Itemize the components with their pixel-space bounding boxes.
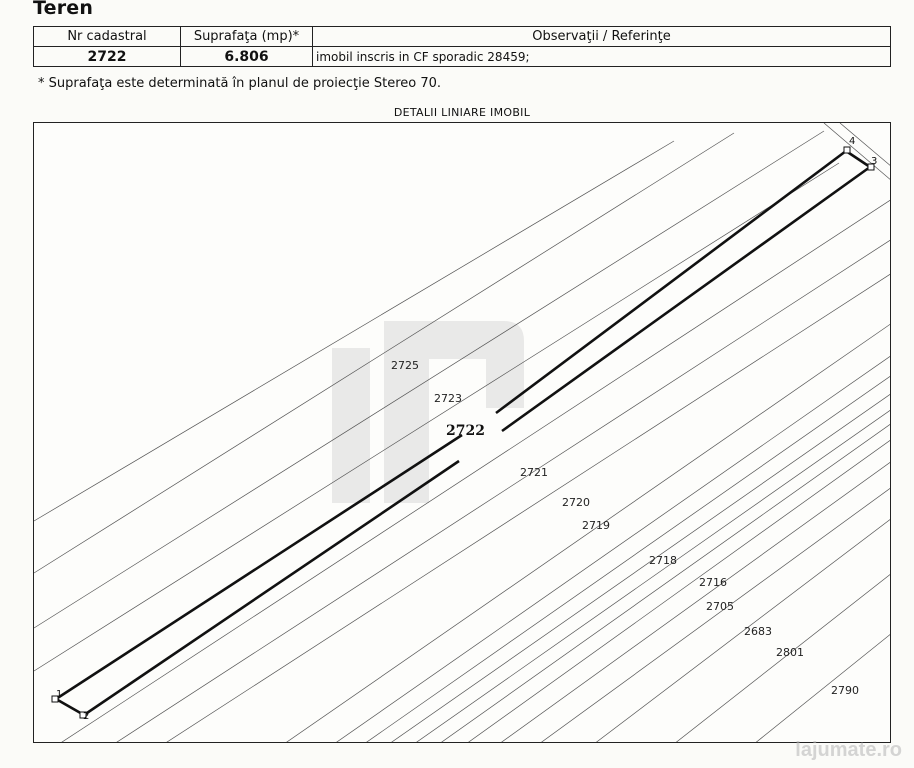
point-label-4: 4: [849, 136, 856, 147]
table-header-row: [34, 27, 891, 47]
point-label-3: 3: [871, 156, 878, 167]
point-label-2: 2: [83, 711, 90, 722]
parcel-map: [33, 122, 891, 743]
parcel-label-2683: 2683: [744, 625, 772, 638]
cell-nr-cadastral: 2722: [34, 47, 181, 67]
parcel-label-2721: 2721: [520, 466, 548, 479]
section-title: Teren: [33, 0, 94, 19]
logo-watermark: [332, 321, 524, 503]
cadastral-table: [33, 26, 891, 67]
parcel-label-2719: 2719: [582, 519, 610, 532]
header-nr-cadastral: Nr cadastral: [34, 27, 181, 47]
parcel-label-2716: 2716: [699, 576, 727, 589]
main-parcel-label: 2722: [446, 423, 485, 439]
parcel-label-2790: 2790: [831, 684, 859, 697]
parcel-label-2718: 2718: [649, 554, 677, 567]
header-observatii: Observaţii / Referinţe: [313, 27, 891, 47]
point-label-1: 1: [56, 689, 63, 700]
parcel-label-2725: 2725: [391, 359, 419, 372]
footnote: * Suprafaţa este determinată în planul de proiecţie Stereo 70.: [38, 76, 442, 91]
parcel-label-2723: 2723: [434, 392, 462, 405]
cell-suprafata: 6.806: [181, 47, 313, 67]
parcel-label-2705: 2705: [706, 600, 734, 613]
parcel-label-2720: 2720: [562, 496, 590, 509]
cell-observatii: imobil inscris in CF sporadic 28459;: [313, 47, 891, 67]
parcel-map-drawing: [34, 123, 891, 743]
parcel-label-2801: 2801: [776, 646, 804, 659]
map-title: DETALII LINIARE IMOBIL: [393, 106, 531, 119]
table-row: [34, 47, 891, 67]
site-watermark: lajumate.ro: [795, 739, 902, 761]
header-suprafata: Suprafaţa (mp)*: [181, 27, 313, 47]
